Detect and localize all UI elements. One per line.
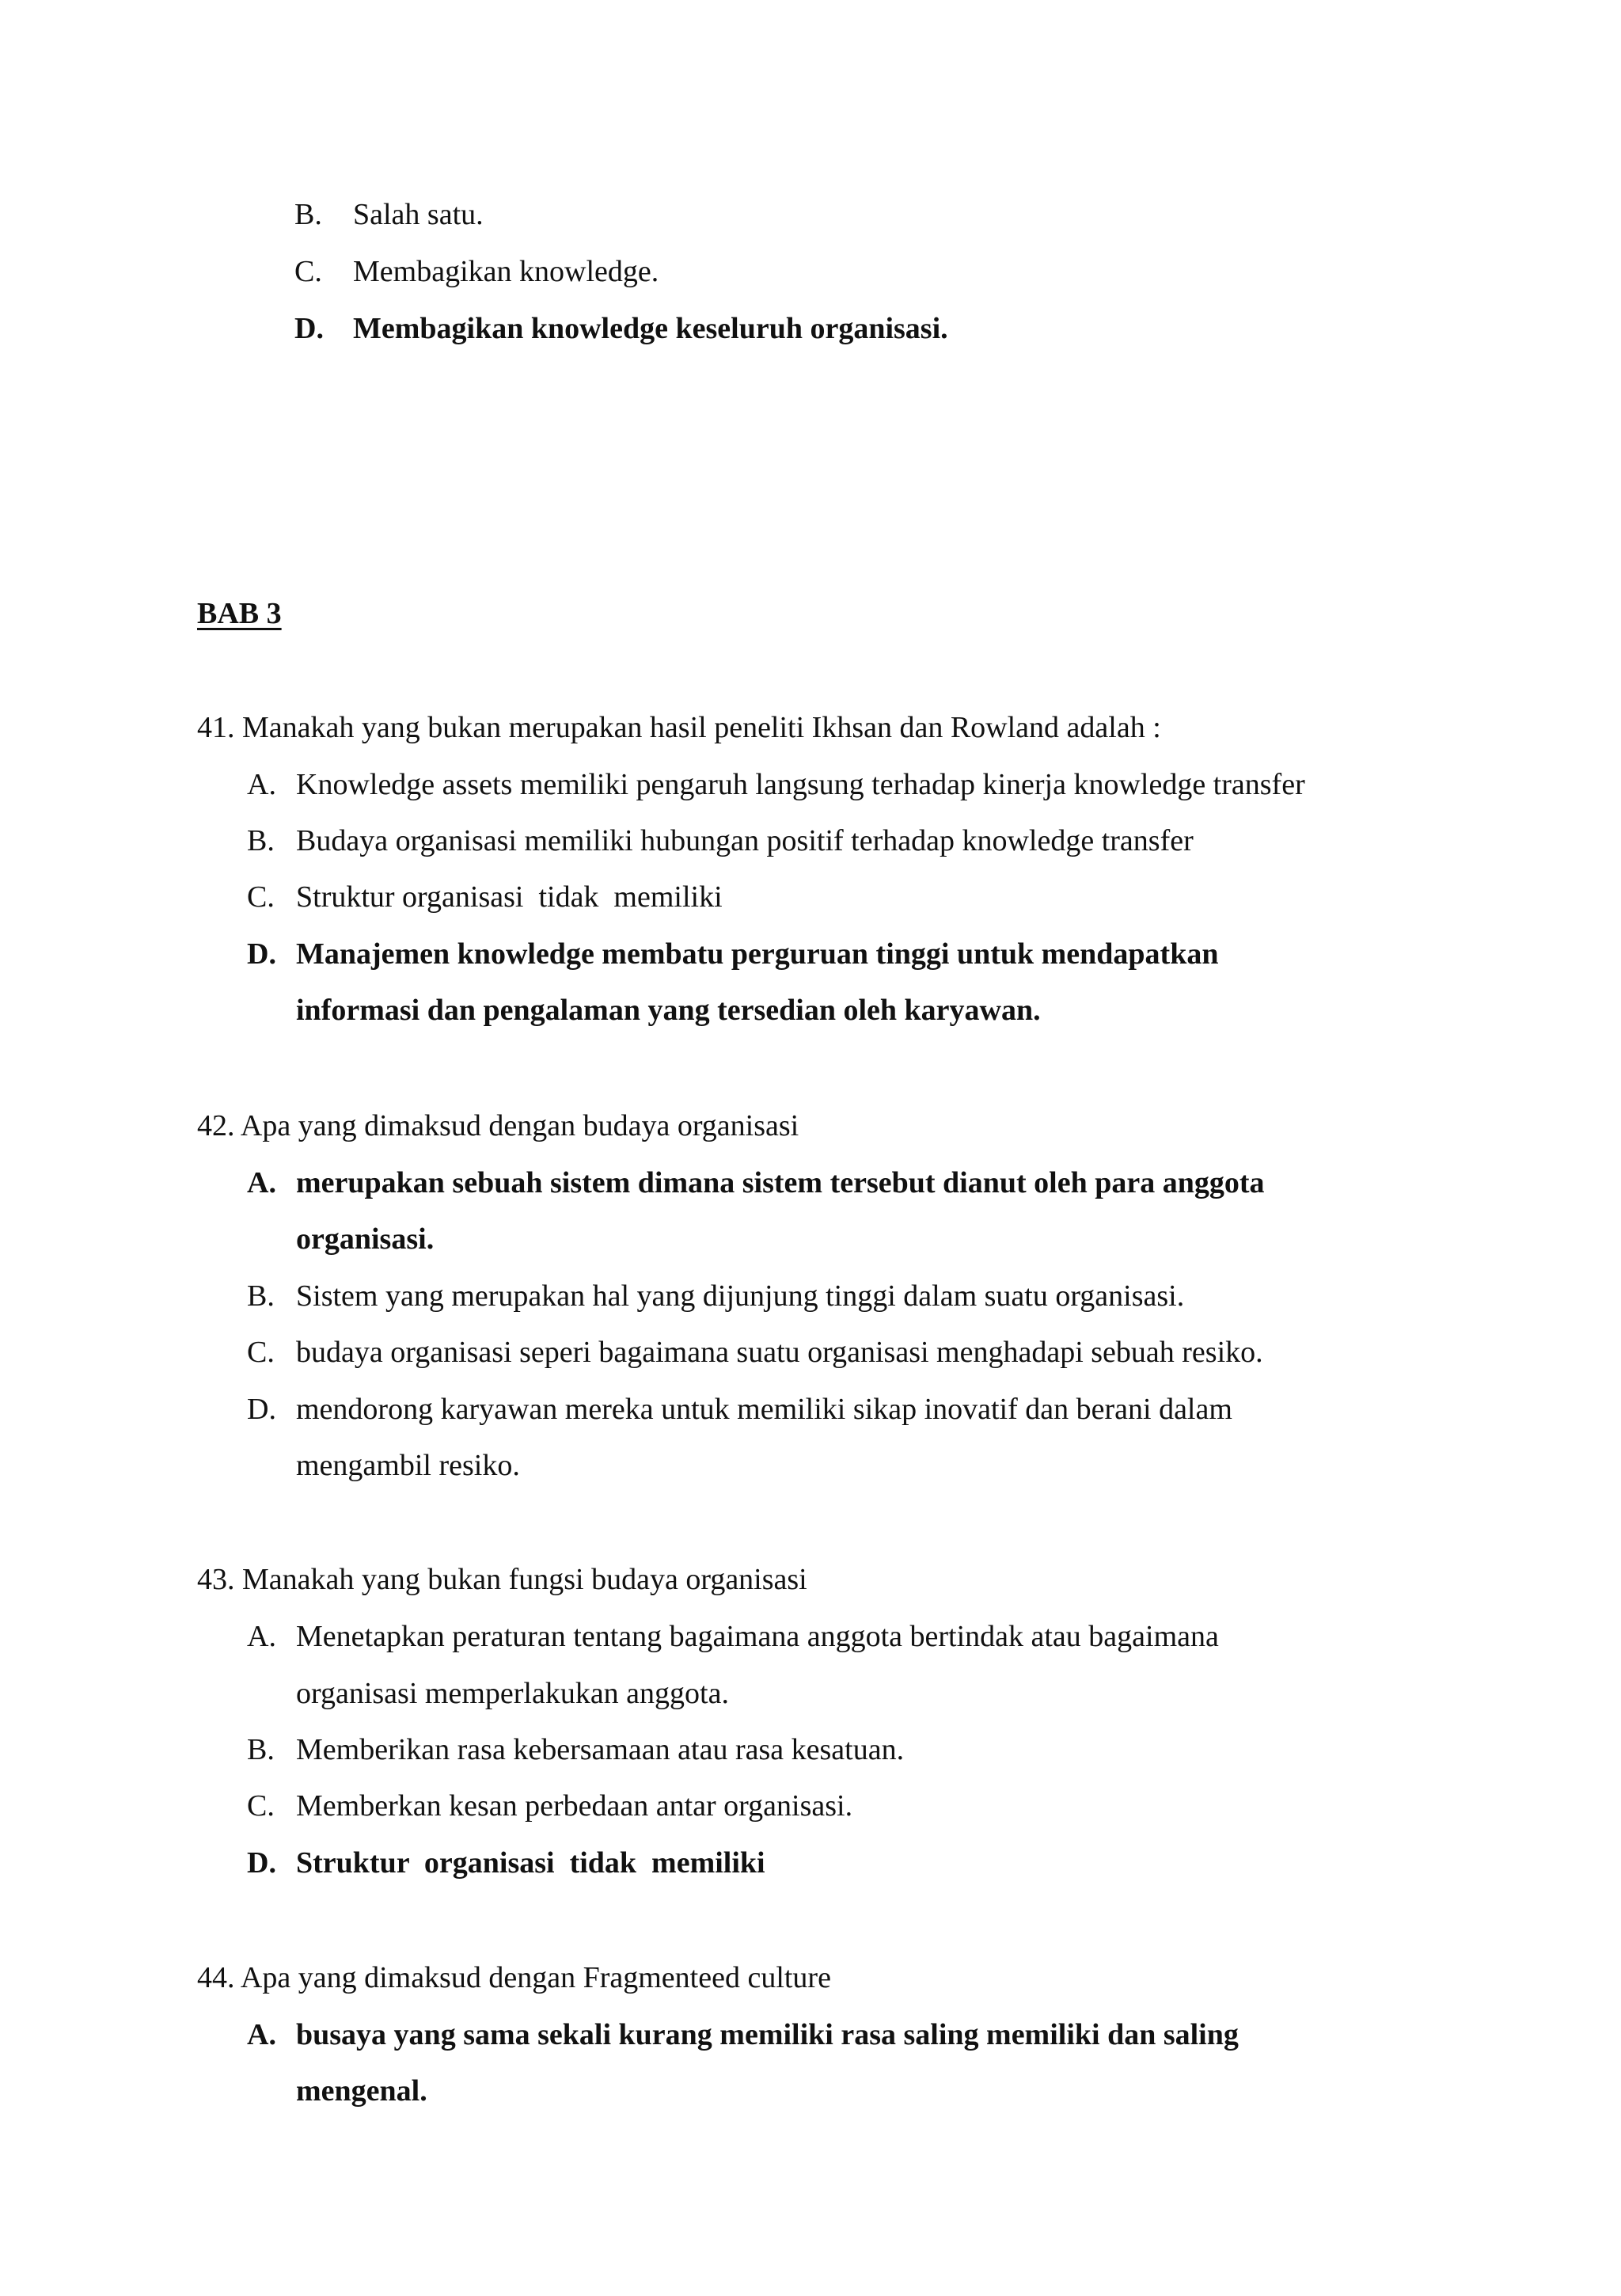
option-label: C. — [247, 1789, 275, 1823]
option-continuation: organisasi memperlakukan anggota. — [296, 1677, 729, 1710]
option-text: Knowledge assets memiliki pengaruh langsung terhadap kinerja knowledge transfer — [296, 768, 1305, 801]
option-text: Sistem yang merupakan hal yang dijunjung tinggi dalam suatu organisasi. — [296, 1279, 1185, 1313]
option-label: D. — [247, 937, 276, 971]
option-label: A. — [247, 1166, 276, 1199]
option-text: Manajemen knowledge membatu perguruan tinggi untuk mendapatkan — [296, 937, 1219, 971]
option-label: B. — [247, 1279, 275, 1313]
option-text: Membagikan knowledge. — [353, 255, 659, 288]
option-text: Struktur organisasi tidak memiliki — [296, 1846, 765, 1880]
option-label: C. — [294, 255, 322, 288]
option-label: B. — [247, 824, 275, 857]
option-text: budaya organisasi seperi bagaimana suatu organisasi menghadapi sebuah resiko. — [296, 1336, 1263, 1369]
option-label: D. — [247, 1846, 276, 1880]
option-label: A. — [247, 768, 276, 801]
option-text: Memberikan rasa kebersamaan atau rasa kesatuan. — [296, 1733, 905, 1766]
question-stem: 41. Manakah yang bukan merupakan hasil peneliti Ikhsan dan Rowland adalah : — [197, 711, 1161, 744]
question-stem: 44. Apa yang dimaksud dengan Fragmenteed culture — [197, 1961, 831, 1994]
option-continuation: mengambil resiko. — [296, 1449, 520, 1482]
option-label: D. — [294, 312, 324, 345]
option-text: merupakan sebuah sistem dimana sistem tersebut dianut oleh para anggota — [296, 1166, 1265, 1199]
chapter-heading: BAB 3 — [197, 597, 282, 630]
option-continuation: informasi dan pengalaman yang tersedian oleh karyawan. — [296, 994, 1041, 1027]
question-stem: 42. Apa yang dimaksud dengan budaya organisasi — [197, 1109, 799, 1142]
question-stem: 43. Manakah yang bukan fungsi budaya organisasi — [197, 1563, 807, 1596]
option-text: Salah satu. — [353, 198, 484, 231]
option-text: Membagikan knowledge keseluruh organisasi. — [353, 312, 948, 345]
option-label: A. — [247, 2018, 276, 2051]
option-text: Budaya organisasi memiliki hubungan positif terhadap knowledge transfer — [296, 824, 1194, 857]
option-continuation: mengenal. — [296, 2074, 427, 2108]
option-label: C. — [247, 880, 275, 914]
option-label: B. — [247, 1733, 275, 1766]
option-label: A. — [247, 1620, 276, 1653]
option-text: busaya yang sama sekali kurang memiliki rasa saling memiliki dan saling — [296, 2018, 1239, 2051]
option-label: B. — [294, 198, 322, 231]
option-text: mendorong karyawan mereka untuk memiliki sikap inovatif dan berani dalam — [296, 1393, 1232, 1426]
option-text: Menetapkan peraturan tentang bagaimana anggota bertindak atau bagaimana — [296, 1620, 1219, 1653]
option-label: D. — [247, 1393, 276, 1426]
option-label: C. — [247, 1336, 275, 1369]
option-text: Memberkan kesan perbedaan antar organisasi. — [296, 1789, 853, 1823]
option-continuation: organisasi. — [296, 1222, 435, 1256]
option-text: Struktur organisasi tidak memiliki — [296, 880, 723, 914]
